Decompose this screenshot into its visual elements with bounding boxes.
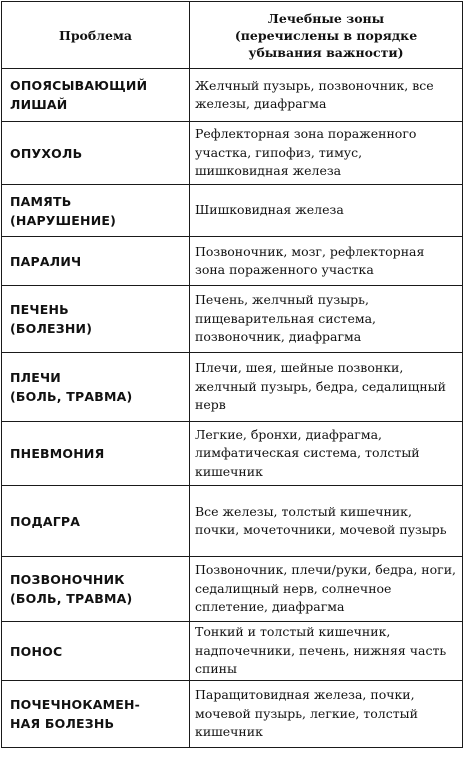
- problem-cell: ПЛЕЧИ (БОЛЬ, ТРАВМА): [2, 353, 190, 422]
- problem-cell: ПОЗВОНОЧНИК (БОЛЬ, ТРАВМА): [2, 557, 190, 622]
- problem-cell: ПОДАГРА: [2, 486, 190, 557]
- table-row: [2, 622, 463, 681]
- treatment-zones-table: [1, 1, 463, 748]
- zones-cell: Позвоночник, плечи/руки, бедра, ноги, седалищный нерв, солнечное сплетение, диафрагма: [190, 557, 463, 622]
- problem-cell: ПОЧЕЧНОКАМЕН- НАЯ БОЛЕЗНЬ: [2, 681, 190, 748]
- table-row: [2, 122, 463, 185]
- table-row: [2, 681, 463, 748]
- zones-cell: Позвоночник, мозг, рефлекторная зона пораженного участка: [190, 237, 463, 286]
- problem-cell: ПЕЧЕНЬ (БОЛЕЗНИ): [2, 286, 190, 353]
- zones-cell: Желчный пузырь, позвоночник, все железы, диафрагма: [190, 69, 463, 122]
- table-row: [2, 185, 463, 237]
- header-problem: Проблема: [2, 2, 190, 69]
- problem-cell: ПНЕВМОНИЯ: [2, 422, 190, 486]
- table-row: [2, 286, 463, 353]
- zones-cell: Легкие, бронхи, диафрагма, лимфатическая система, толстый кишечник: [190, 422, 463, 486]
- header-zones: Лечебные зоны (перечислены в порядке убывания важности): [190, 2, 463, 69]
- table-row: [2, 422, 463, 486]
- table-header-row: [2, 2, 463, 69]
- zones-cell: Паращитовидная железа, почки, мочевой пузырь, легкие, толстый кишечник: [190, 681, 463, 748]
- zones-cell: Плечи, шея, шейные позвонки, желчный пузырь, бедра, седалищный нерв: [190, 353, 463, 422]
- problem-cell: ПАРАЛИЧ: [2, 237, 190, 286]
- zones-cell: Шишковидная железа: [190, 185, 463, 237]
- problem-cell: ОПОЯСЫВАЮЩИЙ ЛИШАЙ: [2, 69, 190, 122]
- table-row: [2, 557, 463, 622]
- zones-cell: Все железы, толстый кишечник, почки, мочеточники, мочевой пузырь: [190, 486, 463, 557]
- problem-cell: ПОНОС: [2, 622, 190, 681]
- zones-cell: Тонкий и толстый кишечник, надпочечники, печень, нижняя часть спины: [190, 622, 463, 681]
- table-row: [2, 69, 463, 122]
- problem-cell: ПАМЯТЬ (НАРУШЕНИЕ): [2, 185, 190, 237]
- problem-cell: ОПУХОЛЬ: [2, 122, 190, 185]
- table-row: [2, 486, 463, 557]
- zones-cell: Рефлекторная зона пораженного участка, гипофиз, тимус, шишковидная железа: [190, 122, 463, 185]
- table-row: [2, 353, 463, 422]
- table-row: [2, 237, 463, 286]
- zones-cell: Печень, желчный пузырь, пищеварительная система, позвоночник, диафрагма: [190, 286, 463, 353]
